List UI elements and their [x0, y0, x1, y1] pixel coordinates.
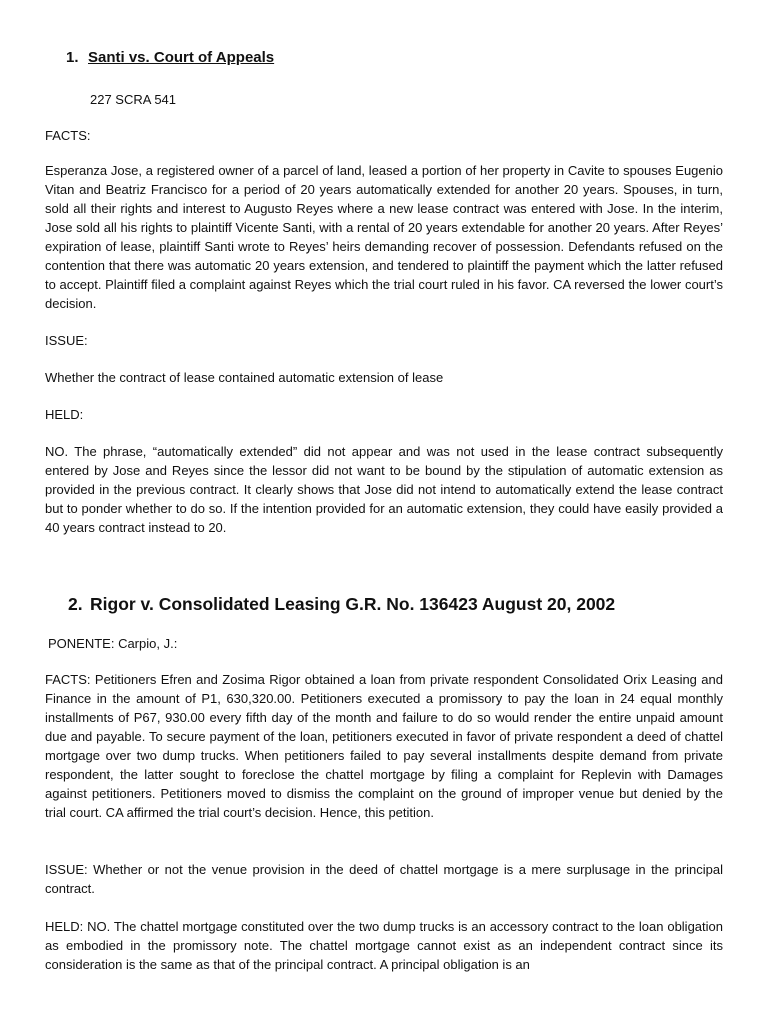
case1-title: Santi vs. Court of Appeals	[88, 49, 275, 66]
case1-held-text: NO. The phrase, “automatically extended” did not appear and was not used in the lease contract subsequently entered by Jose and Reyes since the lessor did not want to be bound by the stipulation of automatic extension as provided in the previous contract. It clearly shows that Jose did not intend to automatically extend the lease contract but to ponder whether to do so. If the intention provided for an automatic extension, they could have easily provided a 40 years contract instead to 20.	[45, 444, 723, 535]
case2-held-text: HELD: NO. The chattel mortgage constituted over the two dump trucks is an accessory contract to the loan obligation as embodied in the promissory note. The chattel mortgage cannot exist as an independent contract since its consideration is the same as that of the principal contract. A principal obligation is an	[45, 919, 723, 972]
case1-number: 1.	[66, 49, 79, 66]
case2-ponente: PONENTE: Carpio, J.:	[48, 636, 178, 651]
case1-issue-text: Whether the contract of lease contained automatic extension of lease	[45, 370, 444, 385]
case2-number: 2.	[68, 594, 83, 614]
case1-issue-label: ISSUE:	[45, 333, 88, 348]
case1-heading	[66, 48, 274, 67]
case2-title: Rigor v. Consolidated Leasing G.R. No. 136423 August 20, 2002	[90, 594, 616, 614]
case2-heading	[68, 593, 615, 615]
case1-held-label: HELD:	[45, 407, 84, 422]
case1-citation: 227 SCRA 541	[90, 92, 177, 107]
case2-issue-text: ISSUE: Whether or not the venue provision in the deed of chattel mortgage is a mere surplusage in the principal contract.	[45, 862, 723, 896]
case2-facts-text: FACTS: Petitioners Efren and Zosima Rigor obtained a loan from private respondent Consolidated Orix Leasing and Finance in the amount of P1, 630,320.00. Petitioners executed a promissory to pay the loan in 24 equal monthly installments of P67, 930.00 every fifth day of the month and failure to do so would render the entire unpaid amount due and payable. To secure payment of the loan, petitioners executed in favor of private respondent a deed of chattel mortgage over two dump trucks. When petitioners failed to pay several installments despite demand from private respondent, the latter sought to foreclose the chattel mortgage by filing a complaint for Replevin with Damages against petitioners. Petitioners moved to dismiss the complaint on the ground of improper venue but denied by the trial court. CA affirmed the trial court’s decision. Hence, this petition.	[45, 672, 723, 820]
case1-facts-label: FACTS:	[45, 128, 91, 143]
case1-facts-text: Esperanza Jose, a registered owner of a parcel of land, leased a portion of her property in Cavite to spouses Eugenio Vitan and Beatriz Francisco for a period of 20 years automatically extended for another 20 years. Spouses, in turn, sold all their rights and interest to Augusto Reyes where a new lease contract was entered with Jose. In the interim, Jose sold all his rights to plaintiff Vicente Santi, with a rental of 20 years extendable for another 20 years. After Reyes’ expiration of lease, plaintiff Santi wrote to Reyes’ heirs demanding recover of possession. Defendants refused on the contention that there was automatic 20 years extension, and tendered to plaintiff the payment which the latter refused to accept. Plaintiff filed a complaint against Reyes which the trial court ruled in his favor. CA reversed the lower court’s decision.	[45, 163, 723, 311]
